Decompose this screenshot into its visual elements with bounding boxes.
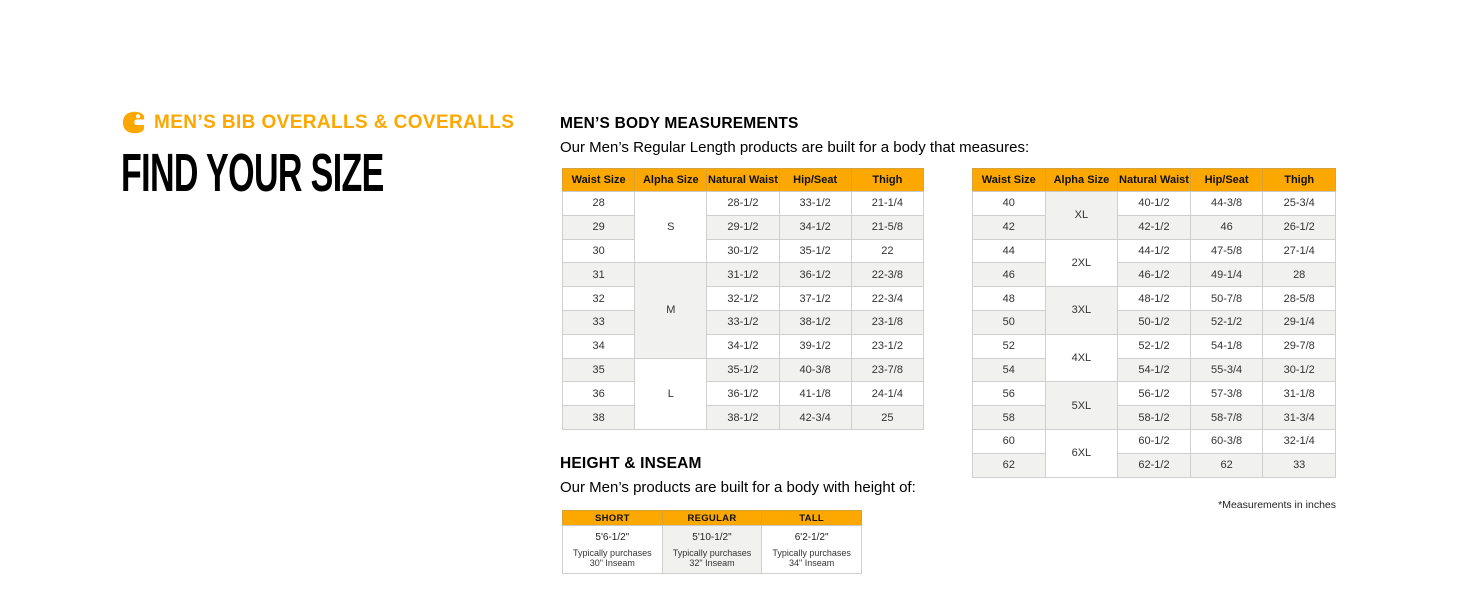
thigh-cell: 25-3/4 — [1263, 192, 1336, 216]
height-cell-short — [563, 526, 663, 574]
natural-waist-cell: 56-1/2 — [1118, 382, 1191, 406]
waist-size-cell: 34 — [563, 334, 635, 358]
natural-waist-cell: 36-1/2 — [707, 382, 779, 406]
waist-size-cell: 36 — [563, 382, 635, 406]
table-row — [973, 192, 1336, 216]
natural-waist-cell: 54-1/2 — [1118, 358, 1191, 382]
alpha-size-cell: L — [635, 358, 707, 429]
natural-waist-cell: 46-1/2 — [1118, 263, 1191, 287]
thigh-cell: 30-1/2 — [1263, 358, 1336, 382]
hip-seat-cell: 47-5/8 — [1190, 239, 1263, 263]
alpha-size-cell: 6XL — [1045, 429, 1118, 477]
body-measurements-subheading: Our Men’s Regular Length products are built for a body that measures: — [560, 139, 1030, 156]
inseam-note: Typically purchases 34" Inseam — [772, 548, 851, 568]
table-row — [973, 382, 1336, 406]
hip-seat-cell: 49-1/4 — [1190, 263, 1263, 287]
hip-seat-cell: 54-1/8 — [1190, 334, 1263, 358]
thigh-cell: 28-5/8 — [1263, 287, 1336, 311]
natural-waist-cell: 31-1/2 — [707, 263, 779, 287]
measurements-table-extended — [972, 168, 1336, 478]
waist-size-cell: 42 — [973, 215, 1046, 239]
hip-seat-cell: 60-3/8 — [1190, 429, 1263, 453]
table-row — [973, 406, 1336, 430]
thigh-cell: 31-1/8 — [1263, 382, 1336, 406]
hip-seat-cell: 33-1/2 — [779, 192, 851, 216]
column-header-regular: REGULAR — [662, 511, 762, 526]
alpha-size-cell: 5XL — [1045, 382, 1118, 430]
height-inseam-subheading: Our Men’s products are built for a body with height of: — [560, 479, 916, 496]
hip-seat-cell: 37-1/2 — [779, 287, 851, 311]
alpha-size-cell: 2XL — [1045, 239, 1118, 287]
inseam-note: Typically purchases 30" Inseam — [573, 548, 652, 568]
table-row — [973, 334, 1336, 358]
table-row — [563, 192, 924, 216]
waist-size-cell: 54 — [973, 358, 1046, 382]
inseam-note: Typically purchases 32" Inseam — [672, 548, 752, 568]
thigh-cell: 28 — [1263, 263, 1336, 287]
natural-waist-cell: 62-1/2 — [1118, 453, 1191, 477]
height-value: 5'10-1/2" — [692, 532, 732, 543]
column-header-tall: TALL — [762, 511, 862, 526]
waist-size-cell: 30 — [563, 239, 635, 263]
hip-seat-cell: 44-3/8 — [1190, 192, 1263, 216]
table-row — [563, 215, 924, 239]
waist-size-cell: 31 — [563, 263, 635, 287]
height-inseam-table — [562, 510, 862, 574]
thigh-cell: 23-1/8 — [851, 310, 923, 334]
natural-waist-cell: 40-1/2 — [1118, 192, 1191, 216]
height-table-row — [563, 526, 862, 574]
table-row — [973, 429, 1336, 453]
table-row — [973, 263, 1336, 287]
hip-seat-cell: 40-3/8 — [779, 358, 851, 382]
alpha-size-cell: XL — [1045, 192, 1118, 240]
natural-waist-cell: 48-1/2 — [1118, 287, 1191, 311]
column-header-short: SHORT — [563, 511, 663, 526]
waist-size-cell: 46 — [973, 263, 1046, 287]
waist-size-cell: 28 — [563, 192, 635, 216]
thigh-cell: 31-3/4 — [1263, 406, 1336, 430]
page-title: FIND YOUR SIZE — [121, 143, 384, 203]
table-row — [563, 310, 924, 334]
hip-seat-cell: 57-3/8 — [1190, 382, 1263, 406]
waist-size-cell: 32 — [563, 287, 635, 311]
table-row — [563, 406, 924, 430]
table-row — [563, 287, 924, 311]
measurements-table-regular — [562, 168, 924, 430]
height-value: 5'6-1/2" — [595, 532, 630, 543]
thigh-cell: 25 — [851, 406, 923, 430]
alpha-size-cell: M — [635, 263, 707, 358]
table-row — [973, 287, 1336, 311]
natural-waist-cell: 28-1/2 — [707, 192, 779, 216]
hip-seat-cell: 39-1/2 — [779, 334, 851, 358]
table-row — [973, 239, 1336, 263]
thigh-cell: 33 — [1263, 453, 1336, 477]
table-row — [973, 358, 1336, 382]
waist-size-cell: 38 — [563, 406, 635, 430]
waist-size-cell: 62 — [973, 453, 1046, 477]
table-row — [563, 334, 924, 358]
thigh-cell: 22 — [851, 239, 923, 263]
carhartt-c-icon — [122, 111, 145, 134]
column-header: Hip/Seat — [1190, 169, 1263, 192]
body-measurements-heading: MEN’S BODY MEASUREMENTS — [560, 115, 799, 132]
column-header: Alpha Size — [635, 169, 707, 192]
category-title: MEN’S BIB OVERALLS & COVERALLS — [154, 111, 515, 133]
table-header-row — [973, 169, 1336, 192]
column-header: Thigh — [1263, 169, 1336, 192]
hip-seat-cell: 35-1/2 — [779, 239, 851, 263]
waist-size-cell: 58 — [973, 406, 1046, 430]
natural-waist-cell: 30-1/2 — [707, 239, 779, 263]
natural-waist-cell: 38-1/2 — [707, 406, 779, 430]
waist-size-cell: 33 — [563, 310, 635, 334]
hip-seat-cell: 42-3/4 — [779, 406, 851, 430]
hip-seat-cell: 58-7/8 — [1190, 406, 1263, 430]
table-row — [973, 215, 1336, 239]
table-row — [563, 239, 924, 263]
hip-seat-cell: 62 — [1190, 453, 1263, 477]
column-header: Alpha Size — [1045, 169, 1118, 192]
waist-size-cell: 52 — [973, 334, 1046, 358]
thigh-cell: 26-1/2 — [1263, 215, 1336, 239]
natural-waist-cell: 58-1/2 — [1118, 406, 1191, 430]
natural-waist-cell: 34-1/2 — [707, 334, 779, 358]
alpha-size-cell: 4XL — [1045, 334, 1118, 382]
table-row — [973, 453, 1336, 477]
thigh-cell: 21-5/8 — [851, 215, 923, 239]
hip-seat-cell: 36-1/2 — [779, 263, 851, 287]
natural-waist-cell: 35-1/2 — [707, 358, 779, 382]
hip-seat-cell: 41-1/8 — [779, 382, 851, 406]
thigh-cell: 29-7/8 — [1263, 334, 1336, 358]
table-row — [563, 263, 924, 287]
waist-size-cell: 29 — [563, 215, 635, 239]
waist-size-cell: 60 — [973, 429, 1046, 453]
height-cell-regular — [662, 526, 762, 574]
waist-size-cell: 56 — [973, 382, 1046, 406]
column-header: Natural Waist — [1118, 169, 1191, 192]
thigh-cell: 29-1/4 — [1263, 310, 1336, 334]
waist-size-cell: 44 — [973, 239, 1046, 263]
column-header: Waist Size — [973, 169, 1046, 192]
height-cell-tall — [762, 526, 862, 574]
table-row — [563, 382, 924, 406]
natural-waist-cell: 60-1/2 — [1118, 429, 1191, 453]
natural-waist-cell: 50-1/2 — [1118, 310, 1191, 334]
table-header-row — [563, 169, 924, 192]
thigh-cell: 22-3/8 — [851, 263, 923, 287]
table-row — [563, 358, 924, 382]
waist-size-cell: 48 — [973, 287, 1046, 311]
column-header: Thigh — [851, 169, 923, 192]
thigh-cell: 23-1/2 — [851, 334, 923, 358]
thigh-cell: 23-7/8 — [851, 358, 923, 382]
hip-seat-cell: 50-7/8 — [1190, 287, 1263, 311]
column-header: Waist Size — [563, 169, 635, 192]
hip-seat-cell: 55-3/4 — [1190, 358, 1263, 382]
thigh-cell: 32-1/4 — [1263, 429, 1336, 453]
hip-seat-cell: 46 — [1190, 215, 1263, 239]
height-value: 6'2-1/2" — [794, 532, 829, 543]
thigh-cell: 24-1/4 — [851, 382, 923, 406]
natural-waist-cell: 44-1/2 — [1118, 239, 1191, 263]
hip-seat-cell: 34-1/2 — [779, 215, 851, 239]
brand-row — [122, 111, 514, 134]
hip-seat-cell: 38-1/2 — [779, 310, 851, 334]
alpha-size-cell: 3XL — [1045, 287, 1118, 335]
height-inseam-heading: HEIGHT & INSEAM — [560, 455, 702, 472]
waist-size-cell: 40 — [973, 192, 1046, 216]
natural-waist-cell: 29-1/2 — [707, 215, 779, 239]
thigh-cell: 27-1/4 — [1263, 239, 1336, 263]
hip-seat-cell: 52-1/2 — [1190, 310, 1263, 334]
natural-waist-cell: 32-1/2 — [707, 287, 779, 311]
alpha-size-cell: S — [635, 192, 707, 263]
thigh-cell: 21-1/4 — [851, 192, 923, 216]
column-header: Natural Waist — [707, 169, 779, 192]
thigh-cell: 22-3/4 — [851, 287, 923, 311]
column-header: Hip/Seat — [779, 169, 851, 192]
waist-size-cell: 50 — [973, 310, 1046, 334]
natural-waist-cell: 33-1/2 — [707, 310, 779, 334]
natural-waist-cell: 42-1/2 — [1118, 215, 1191, 239]
table-row — [973, 310, 1336, 334]
measurements-footnote: *Measurements in inches — [1218, 499, 1336, 511]
natural-waist-cell: 52-1/2 — [1118, 334, 1191, 358]
waist-size-cell: 35 — [563, 358, 635, 382]
height-table-header-row — [563, 511, 862, 526]
